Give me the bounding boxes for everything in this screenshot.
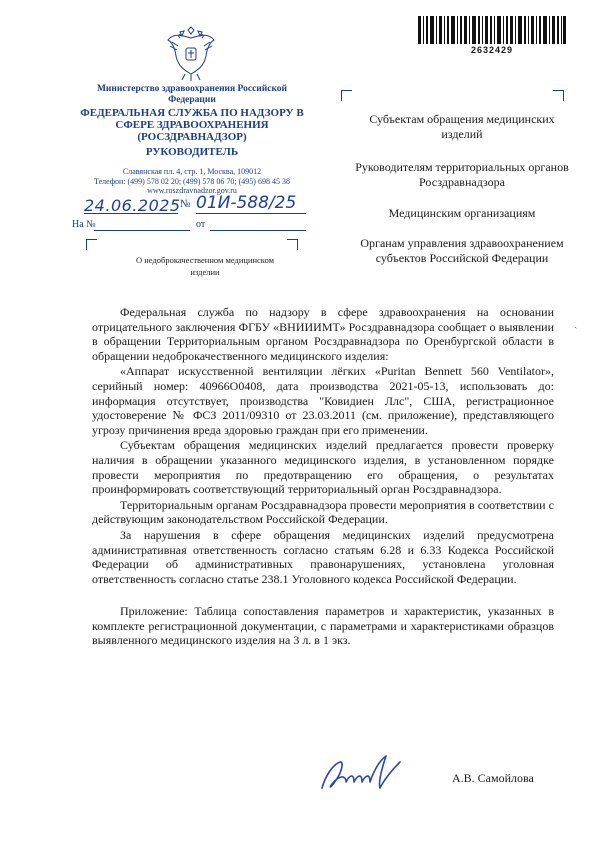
signature-icon (316, 752, 406, 797)
recipient: Субъектам обращения медицинских изделий (369, 112, 555, 141)
body-paragraph: За нарушения в сфере обращения медицинских изделий предусмотрена административная ответственность согласно статьям 6.28 и 6.33 Кодекса Российской Федерации об административных правонарушениях, установлена уголовная ответственность согласно статье 238.1 Уголовного кодекса Российской Федерации. (92, 527, 554, 586)
corner-mark (86, 239, 97, 250)
corner-mark (287, 239, 298, 250)
date-underline (84, 213, 178, 214)
signer-name: А.В. Самойлова (452, 771, 534, 785)
body-paragraph: Федеральная служба по надзору в сфере здравоохранения на основании отрицательного заключения ФГБУ «ВНИИИМТ» Росздравнадзора сообщает о выявлении в обращении Территориальным органом Росздравнадзора по Оренбургской области в обращении недоброкачественного медицинского изделия: (92, 305, 554, 363)
corner-mark (553, 90, 564, 101)
reply-number-underline (94, 230, 190, 231)
service-name: ФЕДЕРАЛЬНАЯ СЛУЖБА ПО НАДЗОРУ В СФЕРЕ ЗДРАВООХРАНЕНИЯ (РОСЗДРАВНАДЗОР) (80, 107, 304, 143)
margin-mark: ˎ (574, 318, 578, 329)
recipient: Руководителям территориальных органов Росздравнадзора (355, 160, 569, 189)
address-line: Славянская пл. 4, стр. 1, Москва, 109012 (122, 167, 262, 176)
ministry-name: Министерство здравоохранения Российской Федерации (96, 84, 288, 105)
reply-date-underline (210, 230, 306, 231)
address-block (72, 167, 312, 196)
handwritten-number: 01И-588/25 (196, 193, 297, 213)
subject-line: О недоброкачественном медицинском изделии (136, 255, 274, 277)
attachment-note: Приложение: Таблица сопоставления параметров и характеристик, указанных в комплекте регистрационной документации, с параметрами и характеристиками образцов выявленного медицинского изделия на 3 л. в 1 экз. (92, 604, 554, 648)
reply-to-number-label: На № (72, 219, 96, 230)
recipient: Органам управления здравоохранением субъектов Российской Федерации (360, 236, 564, 265)
head-title: РУКОВОДИТЕЛЬ (145, 146, 239, 158)
corner-mark (341, 90, 352, 101)
website-line: www.roszdravnadzor.gov.ru (147, 186, 237, 195)
recipient: Медицинским организациям (388, 206, 536, 220)
barcode (418, 16, 566, 44)
coat-of-arms-icon (166, 26, 216, 82)
number-sign: № (180, 198, 191, 210)
phone-line: Телефон: (499) 578 02 20; (499) 578 06 70; (495) 698 45 38 (94, 176, 290, 186)
body-paragraph: Территориальным органам Росздравнадзора провести мероприятия в соответствии с действующим законодательством Российской Федерации. (92, 497, 554, 527)
handwritten-date: 24.06.2025 (84, 196, 181, 215)
body-paragraph: «Аппарат искусственной вентиляции лёгких «Puritan Bennett 560 Ventilator», серийный номер: 40966O0408, дата производства 2021-05-13, использовать до: информация отсутствует, производства "Ковидиен Ллс", США, регистрационное удостоверение № ФСЗ 2011/09310 от 23.03.2011 (см. приложение), представляющего угрозу причинения вреда здоровью граждан при его применении. (92, 364, 554, 437)
barcode-number: 2632429 (470, 45, 514, 55)
reply-to-date-label: от (196, 219, 206, 230)
letter-body (92, 305, 554, 648)
body-paragraph: Субъектам обращения медицинских изделий предлагается провести проверку наличия в обращении указанного медицинского изделия, в установленном порядке провести мероприятия по предотвращению его обращения, о результатах проинформировать соответствующий территориальный орган Росздравнадзора. (92, 438, 554, 497)
number-underline (196, 213, 306, 214)
